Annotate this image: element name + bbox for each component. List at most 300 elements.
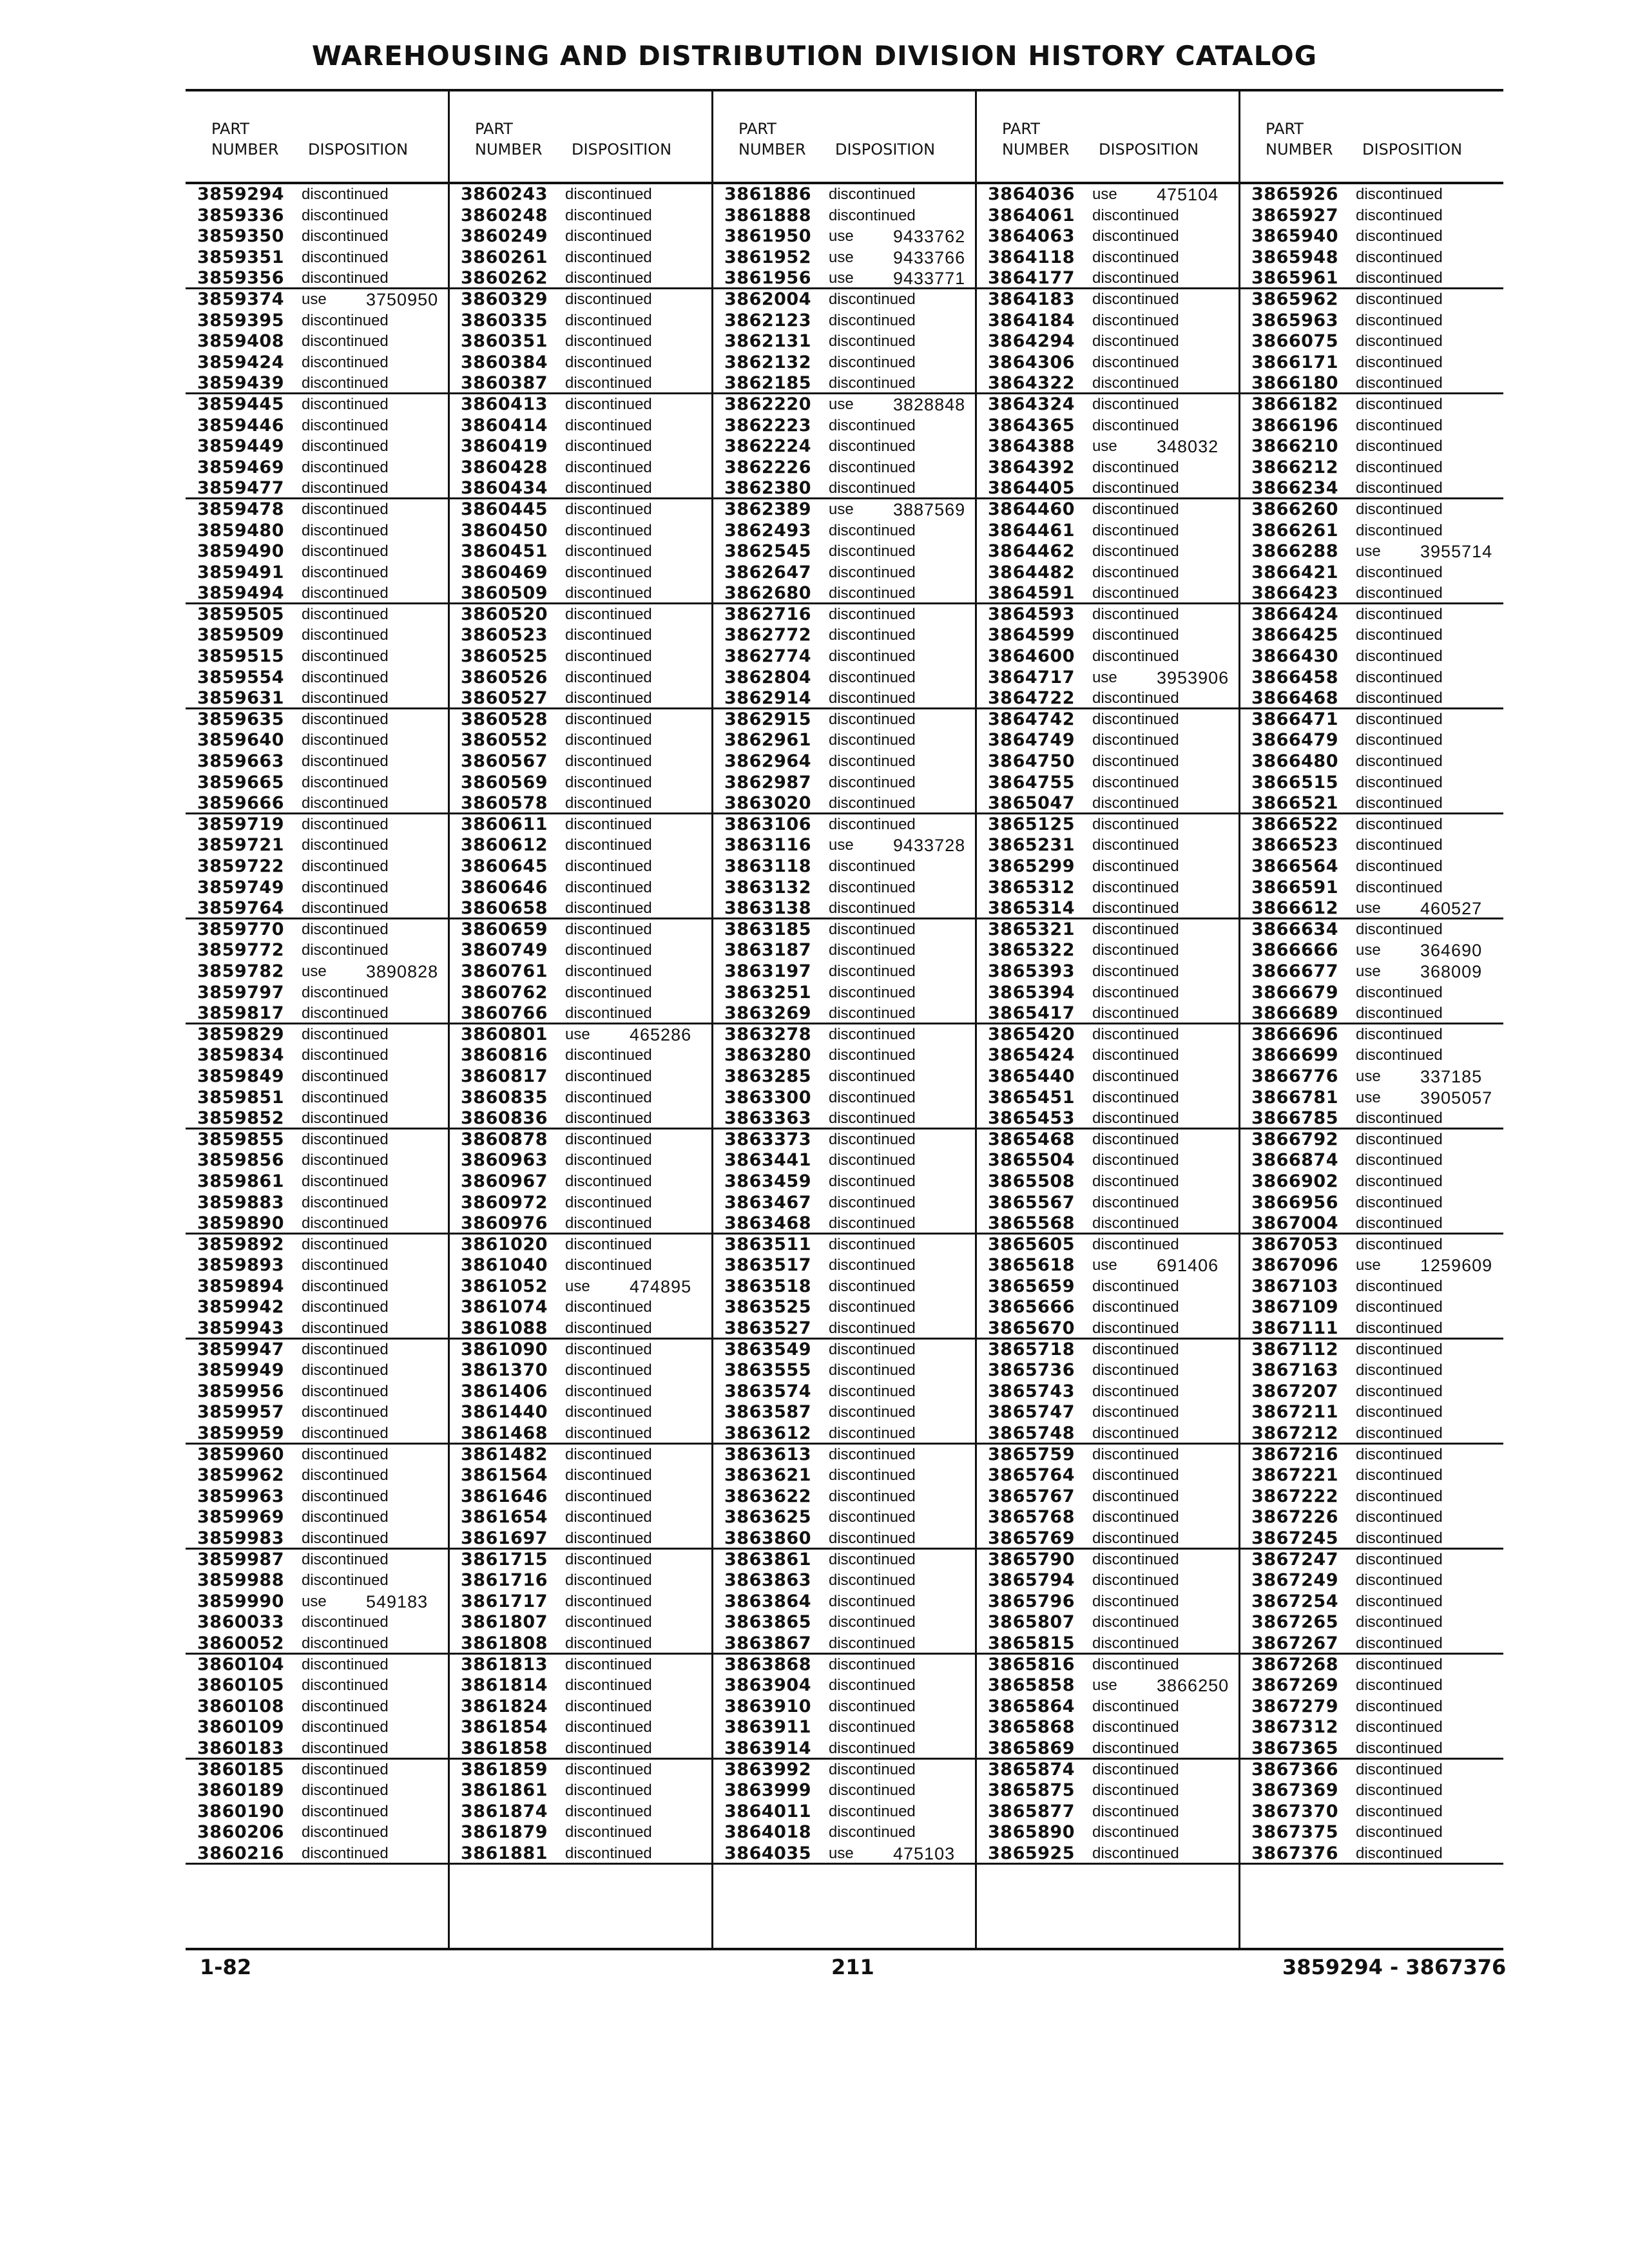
- disposition: [1356, 331, 1443, 352]
- part-number: 3862493: [724, 520, 812, 541]
- disposition: [565, 983, 652, 1004]
- part-number: 3860451: [461, 541, 548, 562]
- disposition-text: discontinued: [565, 269, 652, 287]
- disposition-text: discontinued: [829, 1025, 916, 1043]
- disposition: [302, 206, 389, 227]
- disposition: [829, 1550, 916, 1571]
- table-row: [1240, 1402, 1503, 1423]
- table-row: [976, 814, 1240, 836]
- part-number: 3863992: [724, 1759, 812, 1780]
- part-number: 3863518: [724, 1276, 812, 1296]
- column-header: [186, 119, 449, 189]
- disposition: [565, 1655, 652, 1676]
- part-number: 3863574: [724, 1381, 812, 1401]
- table-row: [449, 1276, 713, 1298]
- disposition: [829, 814, 916, 836]
- table-row: [1240, 1003, 1503, 1024]
- disposition: [829, 1675, 916, 1696]
- disposition-text: discontinued: [565, 1215, 652, 1233]
- part-number: 3862961: [724, 730, 812, 751]
- part-number: 3866471: [1251, 709, 1339, 729]
- table-row: [449, 226, 713, 247]
- column-body: [976, 182, 1240, 1865]
- disposition-text: discontinued: [1356, 1151, 1443, 1169]
- part-number: 3859892: [197, 1234, 285, 1254]
- table-row: [1240, 1340, 1503, 1361]
- disposition: [565, 751, 652, 773]
- replacement-part-number: 337185: [1420, 1066, 1483, 1086]
- disposition: [829, 688, 916, 709]
- disposition-text: use: [1356, 941, 1381, 959]
- table-row: [713, 1696, 976, 1718]
- disposition: [1356, 646, 1443, 668]
- part-number: 3864742: [988, 709, 1075, 729]
- part-number: 3859962: [197, 1465, 285, 1486]
- disposition: [1092, 394, 1179, 416]
- disposition: [1356, 457, 1443, 479]
- disposition-text: discontinued: [1356, 1320, 1443, 1338]
- part-number: 3867254: [1251, 1591, 1339, 1611]
- disposition: [302, 1843, 389, 1865]
- disposition: [565, 856, 652, 878]
- disposition: [565, 1213, 652, 1235]
- disposition: [302, 1024, 389, 1046]
- disposition: [829, 646, 916, 668]
- disposition: [829, 1255, 916, 1276]
- disposition: [829, 436, 916, 457]
- disposition: [1356, 688, 1443, 709]
- replacement-part-number: 364690: [1420, 941, 1483, 961]
- disposition-text: discontinued: [1092, 1277, 1179, 1295]
- header-disposition: DISPOSITION: [1362, 140, 1463, 159]
- disposition-text: discontinued: [302, 1298, 389, 1316]
- table-row: [186, 1340, 449, 1361]
- disposition: [302, 1129, 389, 1151]
- disposition-text: discontinued: [829, 1802, 916, 1820]
- part-number: 3865962: [1251, 289, 1339, 309]
- disposition-text: discontinued: [302, 1088, 389, 1106]
- disposition-text: discontinued: [565, 186, 652, 203]
- disposition: [1356, 1550, 1443, 1571]
- disposition: [565, 1780, 652, 1802]
- disposition-text: discontinued: [829, 1718, 916, 1736]
- disposition-text: discontinued: [302, 353, 389, 371]
- column-body: [1240, 182, 1503, 1865]
- table-row: [713, 898, 976, 919]
- disposition-text: discontinued: [1092, 1004, 1179, 1023]
- disposition-text: discontinued: [565, 1466, 652, 1485]
- table-row: [713, 268, 976, 289]
- table-row: [449, 1402, 713, 1423]
- disposition: [1092, 184, 1219, 206]
- part-number: 3866182: [1251, 394, 1339, 414]
- part-number: 3864462: [988, 541, 1075, 562]
- part-number: 3865568: [988, 1213, 1075, 1234]
- disposition: [302, 289, 439, 311]
- table-row: [186, 625, 449, 646]
- part-number: 3865815: [988, 1633, 1075, 1653]
- disposition-text: discontinued: [1356, 1487, 1443, 1505]
- disposition: [829, 1655, 916, 1676]
- table-row: [1240, 1633, 1503, 1655]
- part-number: 3861824: [461, 1696, 548, 1716]
- disposition-text: discontinued: [302, 1782, 389, 1800]
- column-header: [449, 119, 713, 189]
- table-row: [713, 1738, 976, 1760]
- part-number: 3867207: [1251, 1381, 1339, 1401]
- disposition-text: discontinued: [1092, 248, 1179, 266]
- disposition-text: discontinued: [1356, 1235, 1443, 1253]
- part-number: 3864324: [988, 394, 1075, 414]
- part-number: 3859947: [197, 1339, 285, 1360]
- table-row: [449, 373, 713, 394]
- part-number: 3859719: [197, 814, 285, 834]
- part-number: 3860052: [197, 1633, 285, 1653]
- part-number: 3865790: [988, 1549, 1075, 1570]
- table-row: [186, 668, 449, 689]
- table-row: [449, 1633, 713, 1655]
- part-number: 3865451: [988, 1087, 1075, 1108]
- disposition-text: discontinued: [829, 920, 916, 938]
- disposition-text: use: [1092, 437, 1117, 456]
- disposition: [1356, 247, 1443, 269]
- table-row: [449, 856, 713, 878]
- disposition-text: discontinued: [829, 1151, 916, 1169]
- disposition-text: discontinued: [829, 668, 916, 686]
- disposition: [302, 646, 389, 668]
- table-row: [449, 311, 713, 332]
- disposition-text: discontinued: [565, 206, 652, 224]
- table-row: [713, 1717, 976, 1738]
- part-number: 3859943: [197, 1318, 285, 1339]
- disposition-text: discontinued: [1356, 1530, 1443, 1547]
- table-row: [1240, 289, 1503, 311]
- disposition: [302, 1550, 389, 1571]
- disposition-text: discontinued: [1092, 1235, 1179, 1253]
- part-number: 3861888: [724, 205, 812, 226]
- table-row: [186, 878, 449, 899]
- disposition: [1092, 1717, 1179, 1738]
- table-row: [1240, 604, 1503, 626]
- disposition-text: discontinued: [302, 668, 389, 686]
- disposition: [829, 311, 916, 332]
- disposition: [565, 1423, 652, 1445]
- part-number: 3866196: [1251, 415, 1339, 436]
- part-number: 3861813: [461, 1654, 548, 1675]
- disposition-text: discontinued: [1092, 1530, 1179, 1547]
- disposition: [829, 1760, 916, 1781]
- part-number: 3865047: [988, 793, 1075, 814]
- disposition: [829, 206, 916, 227]
- part-number: 3861088: [461, 1318, 548, 1339]
- disposition: [302, 1423, 389, 1445]
- disposition: [1356, 206, 1443, 227]
- disposition-text: discontinued: [829, 1298, 916, 1316]
- disposition-text: discontinued: [302, 1718, 389, 1736]
- disposition: [1092, 331, 1179, 352]
- table-row: [713, 499, 976, 521]
- disposition: [565, 646, 652, 668]
- part-number: 3866171: [1251, 352, 1339, 372]
- disposition: [302, 1675, 389, 1696]
- table-row: [1240, 1570, 1503, 1591]
- disposition: [302, 226, 389, 247]
- table-row: [1240, 247, 1503, 269]
- disposition-text: discontinued: [565, 794, 652, 812]
- disposition: [829, 625, 916, 646]
- table-row: [976, 1360, 1240, 1381]
- table-row: [1240, 919, 1503, 941]
- table-row: [976, 1465, 1240, 1486]
- part-number: 3865231: [988, 835, 1075, 856]
- disposition: [302, 436, 389, 457]
- disposition: [1356, 416, 1443, 437]
- disposition: [1356, 751, 1443, 773]
- disposition-text: discontinued: [302, 836, 389, 854]
- disposition-text: discontinued: [829, 941, 916, 959]
- table-row: [186, 1235, 449, 1256]
- disposition: [302, 416, 389, 437]
- table-row: [449, 1550, 713, 1571]
- part-number: 3859782: [197, 961, 285, 981]
- part-number: 3866234: [1251, 478, 1339, 499]
- disposition-text: discontinued: [829, 1110, 916, 1128]
- disposition: [565, 1129, 652, 1151]
- part-number: 3859350: [197, 226, 285, 247]
- table-row: [449, 352, 713, 374]
- disposition: [1092, 562, 1179, 584]
- disposition-text: discontinued: [829, 983, 916, 1001]
- table-row: [449, 604, 713, 626]
- disposition-text: discontinued: [302, 753, 389, 771]
- disposition: [1092, 583, 1179, 604]
- disposition: [302, 730, 389, 751]
- disposition: [1092, 856, 1179, 878]
- disposition-text: discontinued: [565, 773, 652, 791]
- table-row: [186, 1423, 449, 1445]
- disposition-text: discontinued: [1356, 227, 1443, 245]
- disposition: [565, 1486, 652, 1508]
- disposition-text: discontinued: [1092, 962, 1179, 980]
- disposition: [565, 268, 652, 289]
- part-number: 3865961: [1251, 268, 1339, 289]
- disposition: [565, 1088, 652, 1109]
- table-row: [976, 1445, 1240, 1466]
- table-row: [449, 1213, 713, 1235]
- disposition: [565, 562, 652, 584]
- table-row: [1240, 1655, 1503, 1676]
- part-number: 3866564: [1251, 856, 1339, 876]
- part-number: 3867053: [1251, 1234, 1339, 1254]
- disposition: [1092, 1297, 1179, 1318]
- disposition-text: discontinued: [1356, 1130, 1443, 1148]
- part-number: 3864750: [988, 751, 1075, 772]
- disposition-text: discontinued: [1092, 878, 1179, 896]
- part-number: 3859969: [197, 1507, 285, 1528]
- disposition: [1092, 878, 1179, 899]
- disposition-text: discontinued: [565, 1004, 652, 1023]
- part-number: 3863285: [724, 1066, 812, 1086]
- table-row: [186, 814, 449, 836]
- part-number: 3863278: [724, 1024, 812, 1044]
- part-number: 3866480: [1251, 751, 1339, 772]
- disposition: [829, 940, 916, 961]
- disposition-text: discontinued: [565, 815, 652, 833]
- replacement-part-number: 691406: [1157, 1256, 1219, 1276]
- disposition-text: discontinued: [829, 626, 916, 644]
- part-number: 3859356: [197, 268, 285, 289]
- table-row: [449, 206, 713, 227]
- disposition-text: discontinued: [565, 1802, 652, 1820]
- disposition: [829, 773, 916, 794]
- part-number: 3864177: [988, 268, 1075, 289]
- disposition-text: use: [1356, 1067, 1381, 1085]
- disposition-text: discontinued: [1092, 1088, 1179, 1106]
- table-row: [449, 878, 713, 899]
- disposition: [1092, 499, 1179, 521]
- replacement-part-number: 9433766: [893, 247, 966, 267]
- disposition: [302, 457, 389, 479]
- part-number: 3864036: [988, 184, 1075, 204]
- part-number: 3859446: [197, 415, 285, 436]
- disposition: [565, 940, 652, 961]
- disposition: [302, 856, 389, 878]
- part-number: 3863187: [724, 940, 812, 961]
- part-number: 3859395: [197, 310, 285, 331]
- part-number: 3866423: [1251, 583, 1339, 604]
- table-row: [1240, 1108, 1503, 1129]
- disposition: [565, 709, 652, 731]
- disposition: [302, 394, 389, 416]
- table-row: [1240, 1193, 1503, 1214]
- table-row: [976, 919, 1240, 941]
- table-row: [186, 983, 449, 1004]
- table-row: [449, 1381, 713, 1403]
- disposition-text: discontinued: [565, 1613, 652, 1631]
- part-number: 3860836: [461, 1108, 548, 1129]
- disposition: [565, 331, 652, 352]
- part-number: 3866260: [1251, 499, 1339, 519]
- disposition-text: use: [829, 395, 854, 413]
- part-number: 3861854: [461, 1717, 548, 1738]
- table-row: [713, 961, 976, 983]
- disposition-text: discontinued: [1092, 1445, 1179, 1463]
- table-row: [449, 668, 713, 689]
- disposition-text: discontinued: [829, 1088, 916, 1106]
- table-row: [449, 436, 713, 457]
- disposition-text: discontinued: [1356, 584, 1443, 602]
- disposition-text: discontinued: [829, 1571, 916, 1590]
- disposition-text: discontinued: [565, 1844, 652, 1862]
- table-row: [976, 562, 1240, 584]
- part-number: 3865393: [988, 961, 1075, 981]
- table-row: [976, 521, 1240, 542]
- disposition-text: discontinued: [1356, 1823, 1443, 1841]
- part-number: 3863865: [724, 1612, 812, 1633]
- table-row: [186, 730, 449, 751]
- disposition-text: discontinued: [302, 1172, 389, 1190]
- disposition: [1092, 940, 1179, 961]
- disposition: [302, 1486, 389, 1508]
- disposition: [565, 416, 652, 437]
- disposition-text: discontinued: [1092, 1782, 1179, 1800]
- disposition: [829, 1570, 916, 1591]
- part-number: 3865858: [988, 1675, 1075, 1696]
- table-row: [1240, 226, 1503, 247]
- part-number: 3863300: [724, 1087, 812, 1108]
- table-row: [976, 1024, 1240, 1046]
- part-number: 3861440: [461, 1402, 548, 1423]
- disposition-text: discontinued: [829, 1697, 916, 1715]
- disposition: [1356, 394, 1443, 416]
- disposition-text: discontinued: [302, 794, 389, 812]
- part-number: 3859424: [197, 352, 285, 372]
- disposition-text: discontinued: [1092, 206, 1179, 224]
- table-row: [186, 856, 449, 878]
- table-row: [449, 247, 713, 269]
- part-number: 3863625: [724, 1507, 812, 1528]
- table-row: [976, 1003, 1240, 1024]
- disposition-text: discontinued: [565, 500, 652, 518]
- part-number: 3859631: [197, 688, 285, 709]
- disposition-text: discontinued: [302, 1571, 389, 1590]
- table-row: [976, 416, 1240, 437]
- disposition-text: discontinued: [302, 186, 389, 203]
- disposition: [302, 1633, 389, 1655]
- disposition: [1356, 1171, 1443, 1193]
- table-row: [186, 1255, 449, 1276]
- part-number: 3860835: [461, 1087, 548, 1108]
- table-row: [976, 1340, 1240, 1361]
- table-row: [186, 268, 449, 289]
- disposition-text: discontinued: [565, 248, 652, 266]
- part-number: 3859963: [197, 1486, 285, 1506]
- disposition-text: discontinued: [1356, 1634, 1443, 1652]
- table-row: [186, 1402, 449, 1423]
- table-row: [186, 289, 449, 311]
- part-number: 3859494: [197, 583, 285, 604]
- disposition-text: discontinued: [1356, 1802, 1443, 1820]
- disposition: [1356, 1507, 1443, 1528]
- table-row: [186, 583, 449, 604]
- header-part: PART: [1266, 120, 1304, 138]
- disposition-text: discontinued: [302, 227, 389, 245]
- disposition-text: use: [1356, 1256, 1381, 1274]
- disposition: [565, 835, 652, 856]
- part-number: 3863587: [724, 1402, 812, 1423]
- disposition-text: discontinued: [1356, 605, 1443, 623]
- part-number: 3860658: [461, 898, 548, 919]
- disposition: [1092, 1340, 1179, 1361]
- disposition: [1356, 625, 1443, 646]
- disposition-text: discontinued: [1356, 710, 1443, 728]
- header-number: NUMBER: [1002, 140, 1070, 159]
- part-number: 3864118: [988, 247, 1075, 267]
- table-row: [713, 1171, 976, 1193]
- replacement-part-number: 549183: [366, 1591, 429, 1611]
- disposition: [302, 751, 389, 773]
- table-row: [449, 268, 713, 289]
- table-row: [449, 688, 713, 709]
- table-row: [976, 1633, 1240, 1655]
- disposition: [1092, 1255, 1219, 1276]
- footer-date: 1-82: [200, 1955, 252, 1979]
- table-row: [186, 311, 449, 332]
- disposition-text: discontinued: [565, 1193, 652, 1211]
- disposition-text: discontinued: [1092, 1151, 1179, 1169]
- part-number: 3864035: [724, 1843, 812, 1863]
- disposition: [829, 478, 916, 499]
